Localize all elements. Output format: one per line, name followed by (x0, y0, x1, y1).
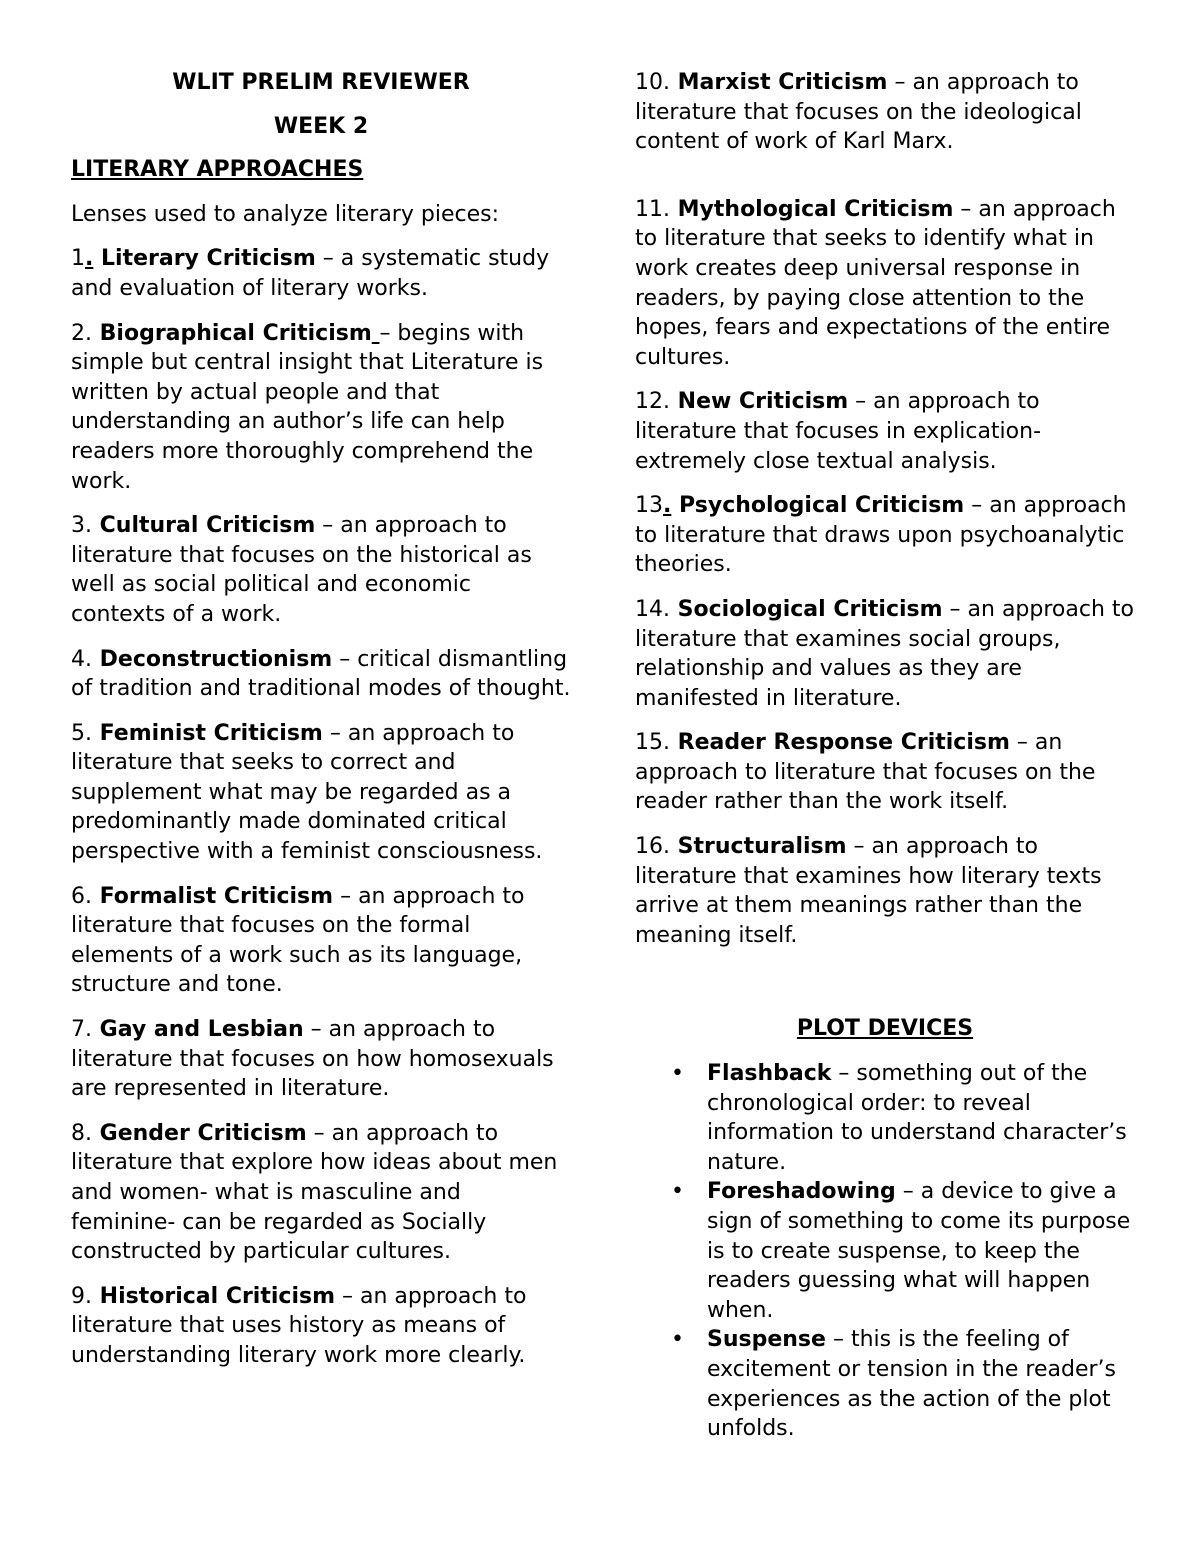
item-definition: – an approach to literature that explore how ideas about men and women- what is masculine and feminine- can be regarded as Socially constructed by particular cultures. (71, 1120, 558, 1265)
item-term: Feminist Criticism (92, 720, 323, 746)
item-number: 9. (71, 1283, 92, 1309)
item-definition: – an approach to literature that seeks to correct and supplement what may be regarded as a predominantly made dominated critical perspective with a feminist consciousness. (71, 720, 543, 865)
item-definition: – an approach to literature that focuses on the formal elements of a work such as its language, structure and tone. (71, 883, 525, 998)
item-number: 8. (71, 1120, 92, 1146)
item-term: Literary Criticism (93, 246, 316, 272)
item-term: Sociological Criticism (670, 596, 943, 622)
list-item (71, 319, 571, 497)
list-item (71, 1015, 571, 1104)
list-item (635, 595, 1135, 713)
week-label: WEEK 2 (273, 113, 369, 139)
item-number: 3. (71, 513, 92, 539)
item-number: 12. (635, 389, 670, 415)
item-term: Gender Criticism (92, 1120, 307, 1146)
item-term: Psychological Criticism (671, 493, 965, 519)
item-term: New Criticism (670, 389, 849, 415)
list-item (635, 195, 1135, 373)
list-item (71, 511, 571, 629)
item-term: Deconstructionism (92, 646, 333, 672)
item-definition: – critical dismantling of tradition and traditional modes of thought. (71, 646, 571, 702)
item-number: 5. (71, 720, 92, 746)
list-item (71, 1119, 571, 1267)
item-term: Formalist Criticism (92, 883, 334, 909)
item-definition: – an approach to literature that focuses on the reader rather than the work itself. (635, 730, 1096, 815)
item-number: 7. (71, 1017, 92, 1043)
item-number: 4. (71, 646, 92, 672)
list-item (635, 491, 1135, 580)
item-number: 1 (71, 246, 85, 272)
item-definition: – a device to give a sign of something to come its purpose is to create suspense, to keep the readers guessing what will happen when. (707, 1179, 1131, 1323)
item-term: Foreshadowing (707, 1179, 896, 1205)
list-item (71, 882, 571, 1000)
list-item (635, 387, 1135, 476)
item-separator: . (85, 246, 94, 272)
item-term: Mythological Criticism (670, 196, 954, 222)
intro-text: Lenses used to analyze literary pieces: (71, 201, 499, 227)
list-item (635, 832, 1135, 950)
item-number: 10. (635, 70, 670, 95)
item-definition: – an approach to literature that focuses on the historical as well as social political and economic contexts of a work. (71, 513, 532, 627)
item-number: 2. (71, 320, 92, 346)
item-number: 15. (635, 730, 670, 756)
document-title: WLIT PRELIM REVIEWER (172, 70, 470, 95)
item-definition: – an approach to literature that examines social groups, relationship and values as they are manifested in literature. (635, 596, 1134, 711)
item-number: 13 (635, 493, 663, 519)
list-item (635, 728, 1135, 817)
section-heading-plot-devices: PLOT DEVICES (796, 1016, 974, 1042)
item-number: 16. (635, 834, 670, 860)
item-definition: – an approach to literature that examines how literary texts arrive at them meanings rather than the meaning itself. (635, 834, 1102, 948)
list-item (635, 68, 1135, 157)
item-term: Historical Criticism (92, 1283, 336, 1309)
list-item (71, 244, 571, 303)
item-definition: – begins with simple but central insight that Literature is written by actual people and that understanding an author’s life can help readers more thoroughly comprehend the work. (71, 320, 544, 494)
item-definition: – this is the feeling of excitement or tension in the reader’s experiences as the action of the plot unfolds. (707, 1327, 1116, 1442)
right-column (635, 68, 1135, 1444)
item-term: Biographical Criticism (92, 320, 372, 346)
item-definition: – a systematic study and evaluation of literary works. (71, 246, 550, 301)
list-item (71, 1282, 571, 1371)
item-number: 14. (635, 596, 670, 622)
item-definition: – an approach to literature that uses history as means of understanding literary work more clearly. (71, 1283, 527, 1368)
item-term: Structuralism (670, 834, 847, 860)
bullet-icon: • (671, 1327, 684, 1353)
list-item (671, 1059, 1135, 1177)
item-definition: – an approach to literature that focuses on the ideological content of work of Karl Marx. (635, 70, 1082, 155)
item-definition: – an approach to literature that draws upon psychoanalytic theories. (635, 493, 1127, 578)
item-term: Reader Response Criticism (670, 730, 1010, 756)
item-term: Flashback (707, 1061, 832, 1087)
item-separator: . (663, 493, 672, 519)
list-item (71, 719, 571, 867)
item-definition: – an approach to literature that seeks to identify what in work creates deep universal response in readers, by paying close attention to the hopes, fears and expectations of the entire cultures. (635, 196, 1116, 370)
list-item (71, 645, 571, 704)
list-item (671, 1325, 1135, 1443)
item-term: Marxist Criticism (670, 70, 888, 95)
item-definition: – an approach to literature that focuses on how homosexuals are represented in literature. (71, 1017, 554, 1102)
item-term: Gay and Lesbian (92, 1017, 304, 1043)
item-definition: – an approach to literature that focuses in explication- extremely close textual analysis. (635, 389, 1042, 474)
item-term: Suspense (707, 1327, 826, 1353)
bullet-icon: • (671, 1061, 684, 1087)
bullet-icon: • (671, 1179, 684, 1205)
item-number: 11. (635, 196, 670, 222)
plot-devices-list (635, 1059, 1135, 1444)
left-column (71, 68, 571, 1386)
item-definition: – something out of the chronological order: to reveal information to understand character’s nature. (707, 1061, 1127, 1175)
list-item (671, 1177, 1135, 1325)
item-term: Cultural Criticism (92, 513, 316, 539)
item-number: 6. (71, 883, 92, 909)
section-heading-literary-approaches: LITERARY APPROACHES (71, 157, 364, 183)
